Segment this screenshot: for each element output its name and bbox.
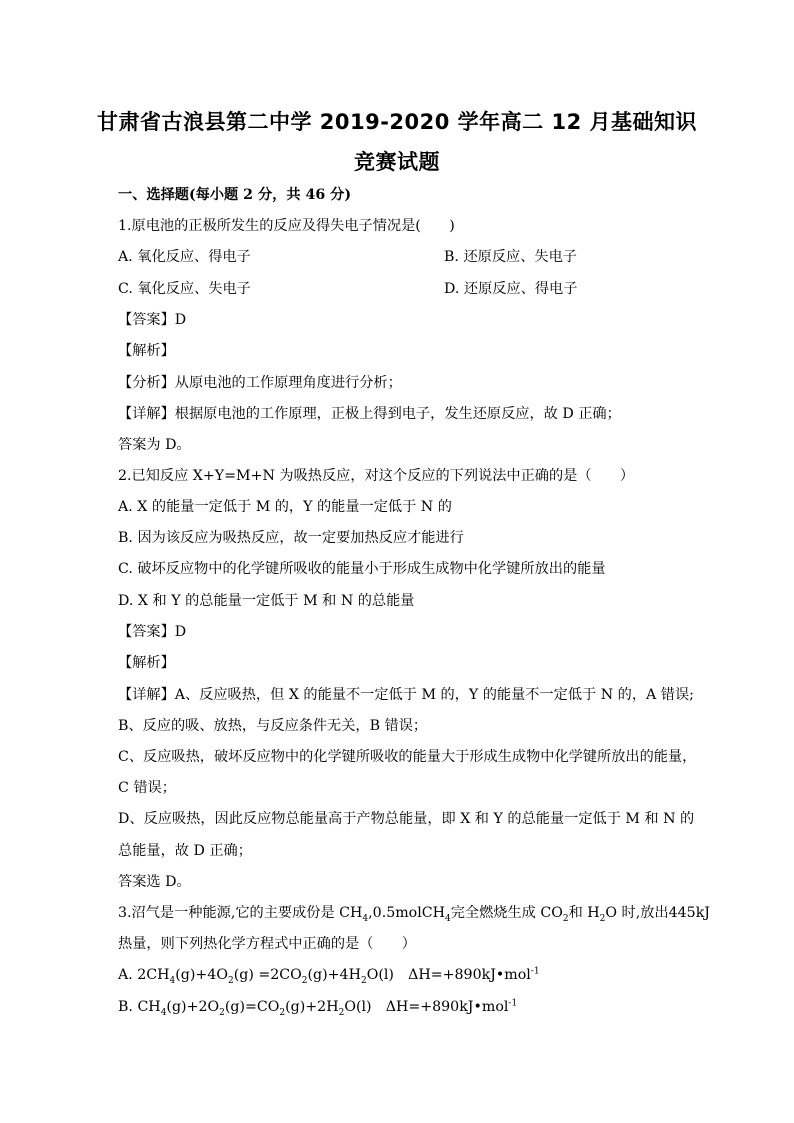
q1-option-c: C. 氧化反应、失电子 — [118, 281, 251, 297]
q2-detail-line: D、反应吸热，因此反应物总能量高于产物总能量，即 X 和 Y 的总能量一定低于 M 和 N 的 — [118, 811, 695, 827]
q1-option-a: A. 氧化反应、得电子 — [118, 249, 251, 265]
q2-detail-line: 【详解】A、反应吸热，但 X 的能量不一定低于 M 的，Y 的能量不一定低于 N 的，A 错误; — [118, 687, 694, 703]
q1-option-d: D. 还原反应、得电子 — [444, 281, 578, 297]
q3-option-a: A. $2CH_4(g)+4O_2(g) =2CO_2(g)+4H_2O(l)$ ΔH=+890kJ•mol$^{-1}$ — [118, 966, 540, 986]
q3-stem-continued: 热量，则下列热化学方程式中正确的是（ ） — [118, 936, 416, 952]
q2-detail-line: 总能量，故 D 正确； — [118, 843, 252, 859]
q1-option-b: B. 还原反应、失电子 — [444, 249, 577, 265]
title-line-2: 竞赛试题 — [354, 150, 440, 174]
q2-option-a: A. X 的能量一定低于 M 的，Y 的能量一定低于 N 的 — [118, 499, 452, 515]
q2-option-b: B. 因为该反应为吸热反应，故一定要加热反应才能进行 — [118, 530, 464, 546]
q2-answer: 【答案】D — [118, 624, 187, 640]
q2-detail-line: C 错误； — [118, 780, 176, 796]
q3-stem: 3.沼气是一种能源,它的主要成份是 $CH_4,0.5molCH_4$完全燃烧生成 $CO_2$和 $H_2O$ 时,放出445kJ — [118, 905, 710, 924]
q2-stem: 2.已知反应 X+Y=M+N 为吸热反应，对这个反应的下列说法中正确的是（ ） — [118, 468, 635, 484]
q2-option-d: D. X 和 Y 的总能量一定低于 M 和 N 的总能量 — [118, 593, 415, 609]
q1-detail: 【详解】根据原电池的工作原理，正极上得到电子，发生还原反应，故 D 正确； — [118, 406, 621, 422]
section-heading: 一、选择题(每小题 2 分，共 46 分) — [118, 187, 352, 203]
q2-detail-line: C、反应吸热，破坏反应物中的化学键所吸收的能量大于形成生成物中化学键所放出的能量， — [118, 749, 697, 765]
q1-jiexi: 【解析】 — [118, 343, 175, 359]
q1-analysis: 【分析】从原电池的工作原理角度进行分析； — [118, 375, 402, 391]
q2-conclusion: 答案选 D。 — [118, 874, 191, 890]
q2-jiexi: 【解析】 — [118, 655, 175, 671]
title-line-1: 甘肃省古浪县第二中学 2019-2020 学年高二 12 月基础知识 — [96, 110, 698, 134]
q2-detail-line: B、反应的吸、放热，与反应条件无关，B 错误； — [118, 718, 428, 734]
q1-conclusion: 答案为 D。 — [118, 437, 191, 453]
q1-stem: 1.原电池的正极所发生的反应及得失电子情况是( ) — [118, 218, 455, 234]
q2-option-c: C. 破坏反应物中的化学键所吸收的能量小于形成生成物中化学键所放出的能量 — [118, 561, 606, 577]
q1-answer: 【答案】D — [118, 312, 187, 328]
q3-option-b: B. $CH_4(g)+2O_2(g)=CO_2(g)+2H_2O(l)$ ΔH=+890kJ•mol$^{-1}$ — [118, 998, 518, 1018]
